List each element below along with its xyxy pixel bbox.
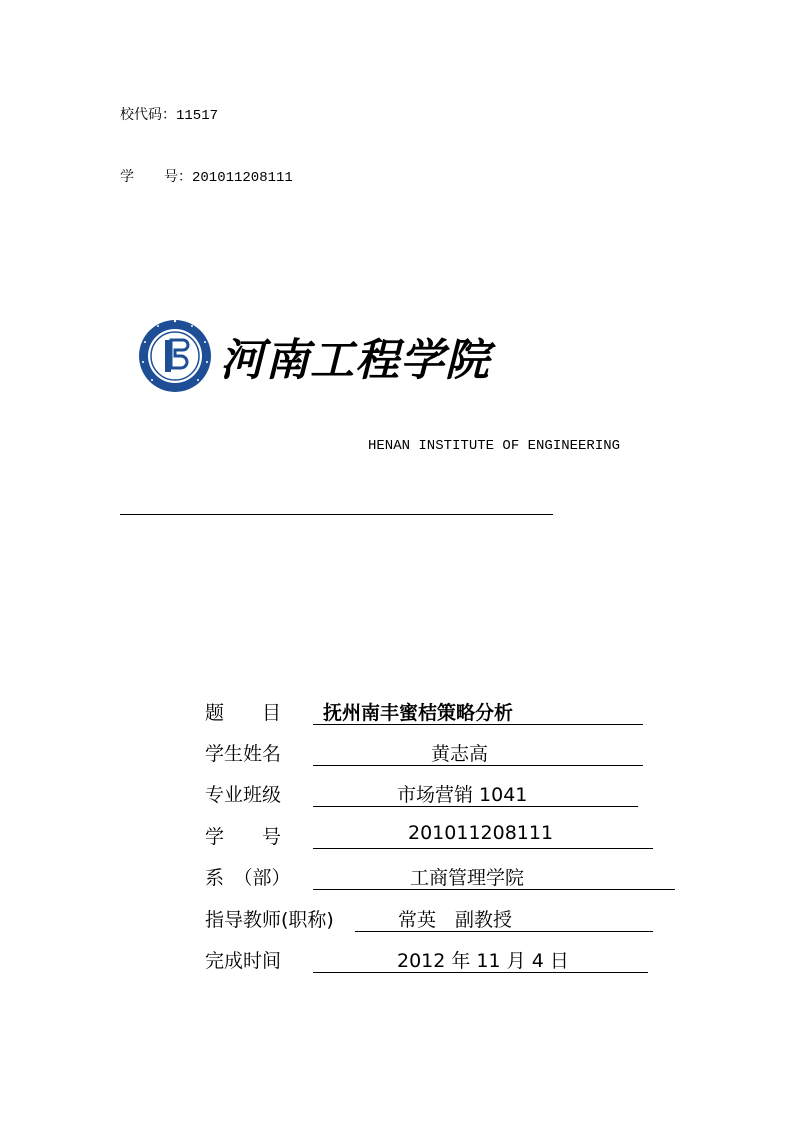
student-number-value: 201011208111 [192, 170, 293, 186]
completion-date-label: 完成时间 [205, 950, 282, 972]
department-value: 工商管理学院 [410, 867, 525, 889]
major-class-value: 市场营销 1041 [397, 784, 528, 806]
major-class-label: 专业班级 [205, 784, 282, 806]
thesis-title-label: 题 目 [205, 702, 282, 724]
advisor-label: 指导教师(职称) [205, 909, 334, 931]
school-code-value: 11517 [176, 108, 219, 124]
school-code-label: 校代码： [120, 108, 176, 124]
header-divider [120, 514, 553, 515]
advisor-value: 常英 副教授 [398, 909, 513, 931]
student-id-underline [313, 848, 653, 849]
student-id-value: 201011208111 [408, 822, 554, 844]
student-name-value: 黄志高 [431, 743, 489, 765]
student-number-label-a: 学 [120, 170, 134, 186]
student-name-label: 学生姓名 [205, 743, 282, 765]
school-name-en: HENAN INSTITUTE OF ENGINEERING [368, 438, 621, 454]
thesis-title-value: 抚州南丰蜜桔策略分析 [323, 702, 514, 724]
department-label: 系 （部） [205, 867, 291, 889]
student-id-label: 学 号 [205, 826, 282, 848]
school-code [120, 104, 218, 124]
completion-date-value: 2012 年 11 月 4 日 [397, 950, 569, 972]
school-logo [138, 318, 490, 398]
school-name-cn: 河南工程学院 [220, 335, 490, 386]
student-number-header [120, 166, 293, 186]
student-number-label-b: 号： [164, 170, 192, 186]
